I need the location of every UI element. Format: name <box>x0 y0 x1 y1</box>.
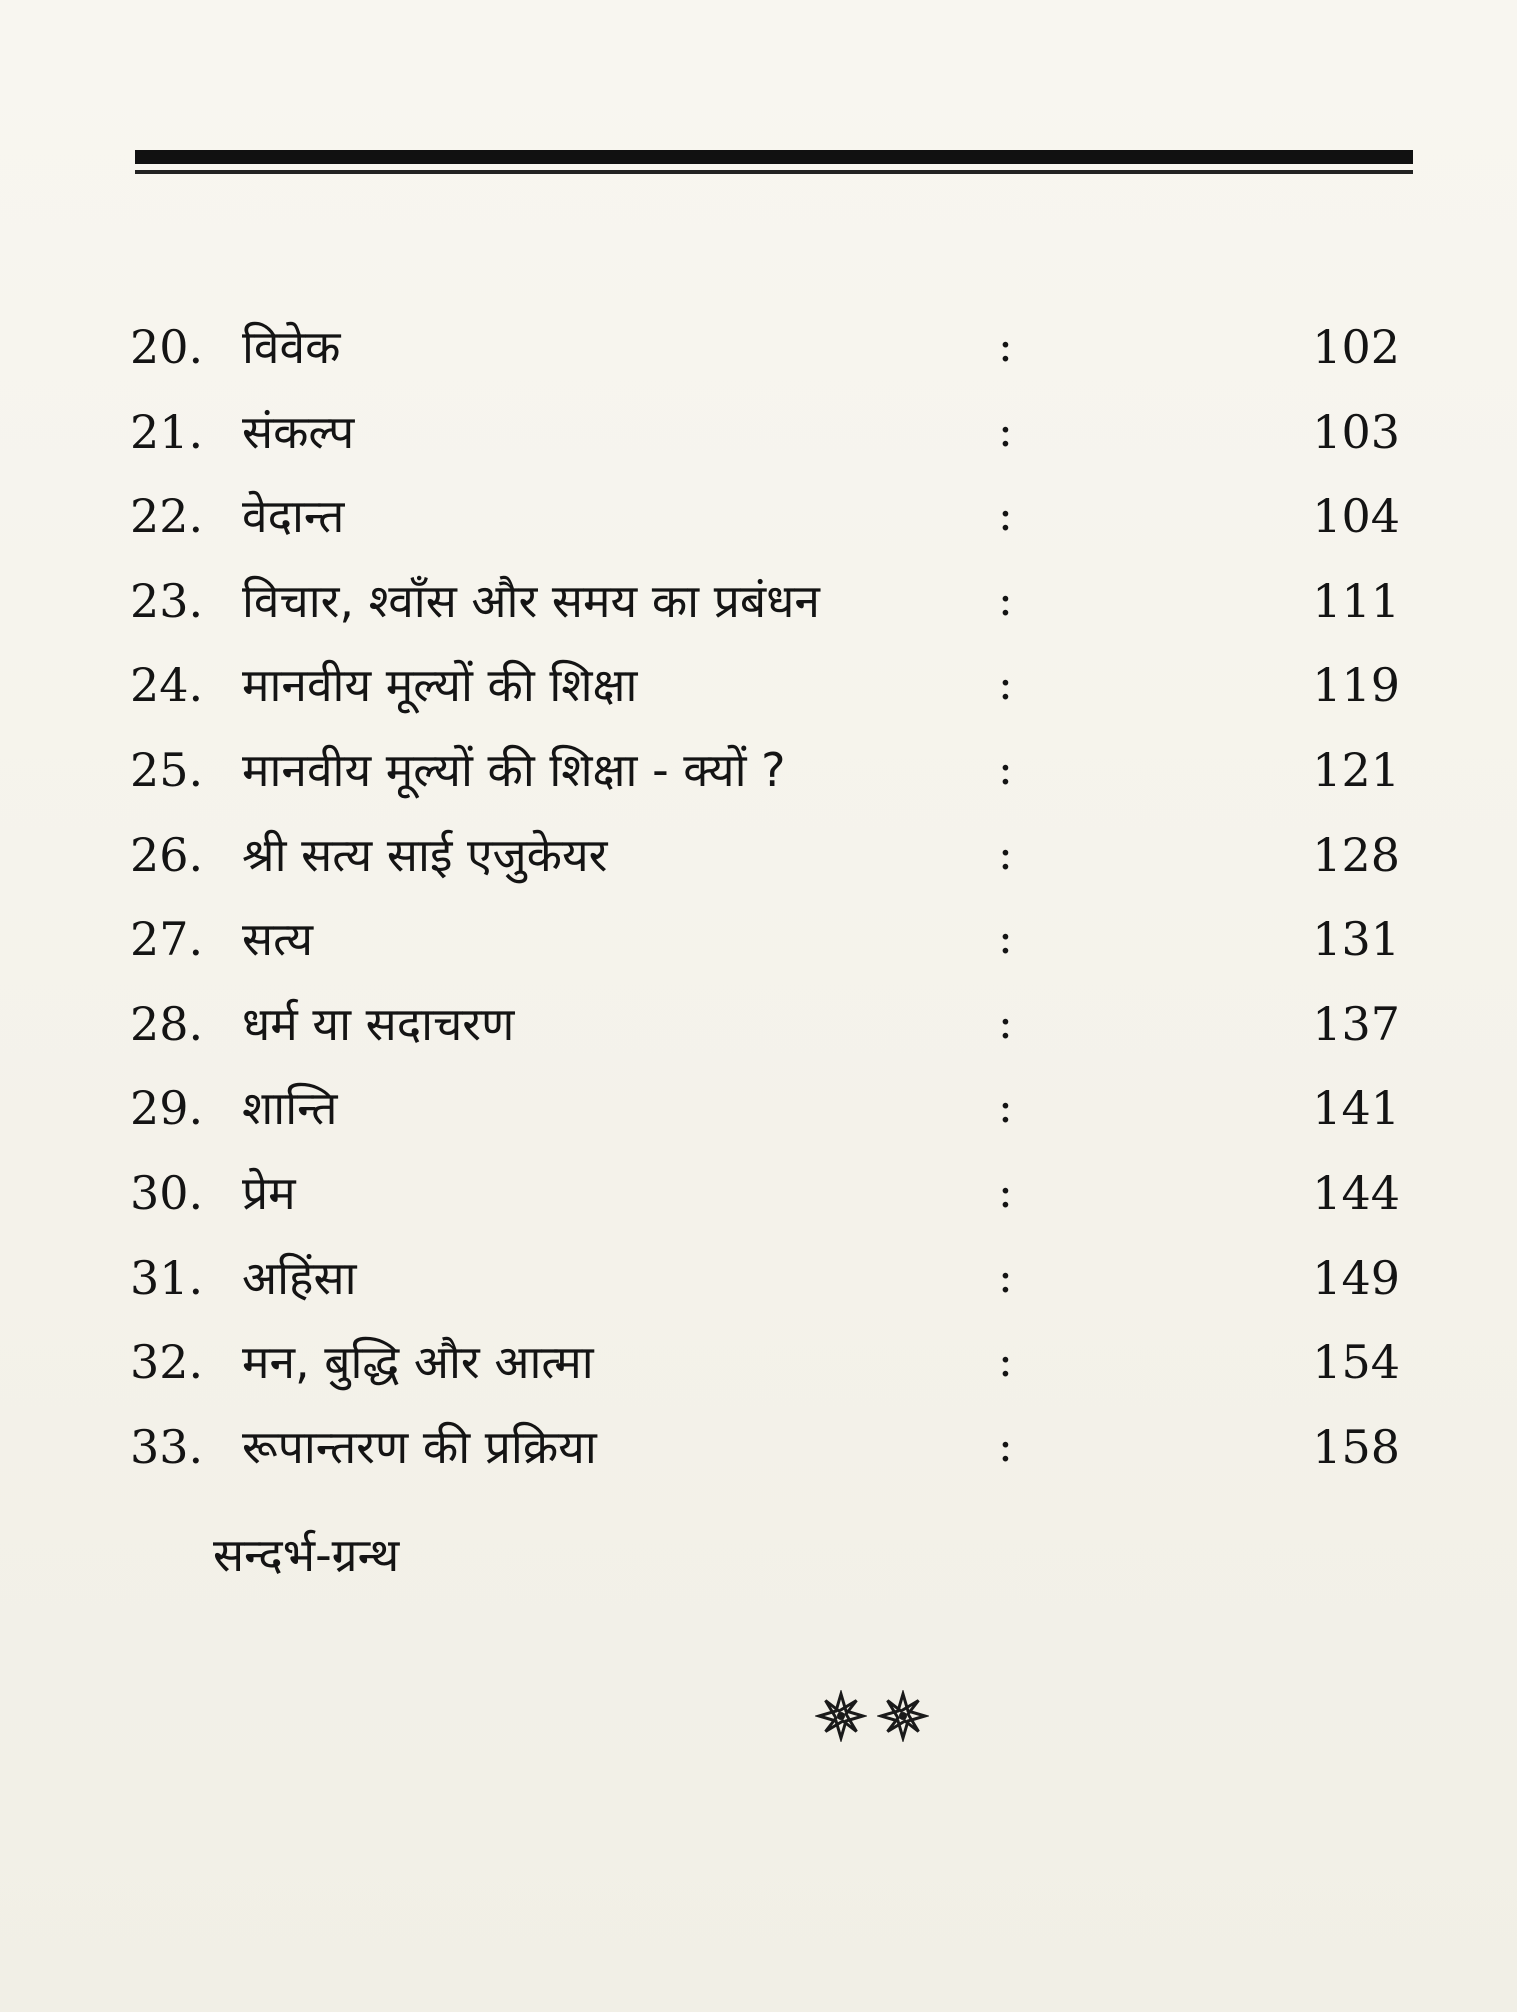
toc-entry-number: 22. <box>130 489 204 544</box>
toc-entry-separator: : <box>998 574 1013 626</box>
toc-entry-page: 141 <box>1312 1081 1400 1136</box>
toc-entry-separator: : <box>998 405 1013 457</box>
toc-entry-title: विवेक <box>242 320 341 374</box>
toc-entry-number: 27. <box>130 912 204 967</box>
toc-entry-separator: : <box>998 1420 1013 1472</box>
toc-entry-title: शान्ति <box>242 1081 338 1136</box>
toc-entry-page: 154 <box>1312 1335 1400 1390</box>
toc-entry-title: मानवीय मूल्यों की शिक्षा - क्यों ? <box>242 742 786 797</box>
toc-entry-separator: : <box>998 997 1013 1049</box>
toc-entry-number: 20. <box>130 320 204 374</box>
toc-entry-number: 25. <box>130 742 204 797</box>
toc-entry <box>130 1151 1400 1236</box>
toc-entry-page: 111 <box>1312 573 1400 628</box>
toc-entry <box>130 1320 1400 1405</box>
toc-entry-title: अहिंसा <box>242 1250 357 1305</box>
toc-entry-page: 158 <box>1312 1419 1400 1474</box>
toc-entry-number: 33. <box>130 1419 204 1474</box>
toc-entry-number: 21. <box>130 404 204 459</box>
toc-entry-title: वेदान्त <box>242 489 345 544</box>
toc-entry <box>130 643 1400 728</box>
toc-entry-page: 131 <box>1312 912 1400 967</box>
toc-entry-page: 103 <box>1312 404 1400 459</box>
toc-entry-page: 128 <box>1312 827 1400 882</box>
toc-entry-number: 29. <box>130 1081 204 1136</box>
toc-entry <box>130 305 1400 390</box>
toc-entry-title: रूपान्तरण की प्रक्रिया <box>242 1419 597 1474</box>
toc-entry-number: 30. <box>130 1165 204 1220</box>
toc-entry-number: 23. <box>130 573 204 628</box>
toc-entry-title: प्रेम <box>242 1165 296 1220</box>
toc-entry <box>130 813 1400 898</box>
header-rule-thick <box>135 150 1413 164</box>
toc-entry-number: 24. <box>130 658 204 713</box>
toc-entry-title: सत्य <box>242 912 314 967</box>
toc-entry-separator: : <box>998 743 1013 795</box>
toc-entry-number: 28. <box>130 996 204 1051</box>
table-of-contents <box>130 305 1400 1489</box>
toc-entry-title: मन, बुद्धि और आत्मा <box>242 1335 594 1390</box>
toc-entry-page: 119 <box>1312 658 1400 713</box>
toc-entry-title: धर्म या सदाचरण <box>242 996 515 1051</box>
toc-entry <box>130 728 1400 813</box>
ornament <box>815 1690 935 1750</box>
references-heading: सन्दर्भ-ग्रन्थ <box>213 1528 400 1582</box>
toc-entry-separator: : <box>998 1082 1013 1134</box>
toc-entry-page: 104 <box>1312 489 1400 544</box>
toc-entry-separator: : <box>998 321 1013 372</box>
toc-entry <box>130 1066 1400 1151</box>
toc-entry <box>130 982 1400 1067</box>
toc-entry-separator: : <box>998 913 1013 965</box>
toc-entry <box>130 390 1400 475</box>
toc-entry-separator: : <box>998 659 1013 711</box>
header-rule-thin <box>135 170 1413 174</box>
toc-entry-separator: : <box>998 1251 1013 1303</box>
toc-entry-title: विचार, श्वाँस और समय का प्रबंधन <box>242 573 820 628</box>
toc-entry <box>130 559 1400 644</box>
toc-entry-title: संकल्प <box>242 404 355 459</box>
toc-entry-title: मानवीय मूल्यों की शिक्षा <box>242 658 638 713</box>
toc-entry <box>130 1236 1400 1321</box>
toc-entry-number: 32. <box>130 1335 204 1390</box>
toc-entry-page: 144 <box>1312 1165 1400 1220</box>
toc-entry-separator: : <box>998 1336 1013 1388</box>
toc-entry-page: 149 <box>1312 1250 1400 1305</box>
toc-entry-separator: : <box>998 828 1013 880</box>
toc-entry-number: 26. <box>130 827 204 882</box>
toc-entry <box>130 897 1400 982</box>
star-flower-icon <box>877 1690 929 1742</box>
toc-entry-title: श्री सत्य साई एजुकेयर <box>242 827 608 882</box>
toc-entry-page: 102 <box>1312 320 1400 374</box>
toc-entry-separator: : <box>998 1166 1013 1218</box>
toc-entry-number: 31. <box>130 1250 204 1305</box>
toc-entry-page: 137 <box>1312 996 1400 1051</box>
star-flower-icon <box>815 1690 867 1742</box>
toc-entry <box>130 1405 1400 1490</box>
toc-entry-separator: : <box>998 490 1013 542</box>
toc-entry <box>130 474 1400 559</box>
toc-entry-page: 121 <box>1312 742 1400 797</box>
